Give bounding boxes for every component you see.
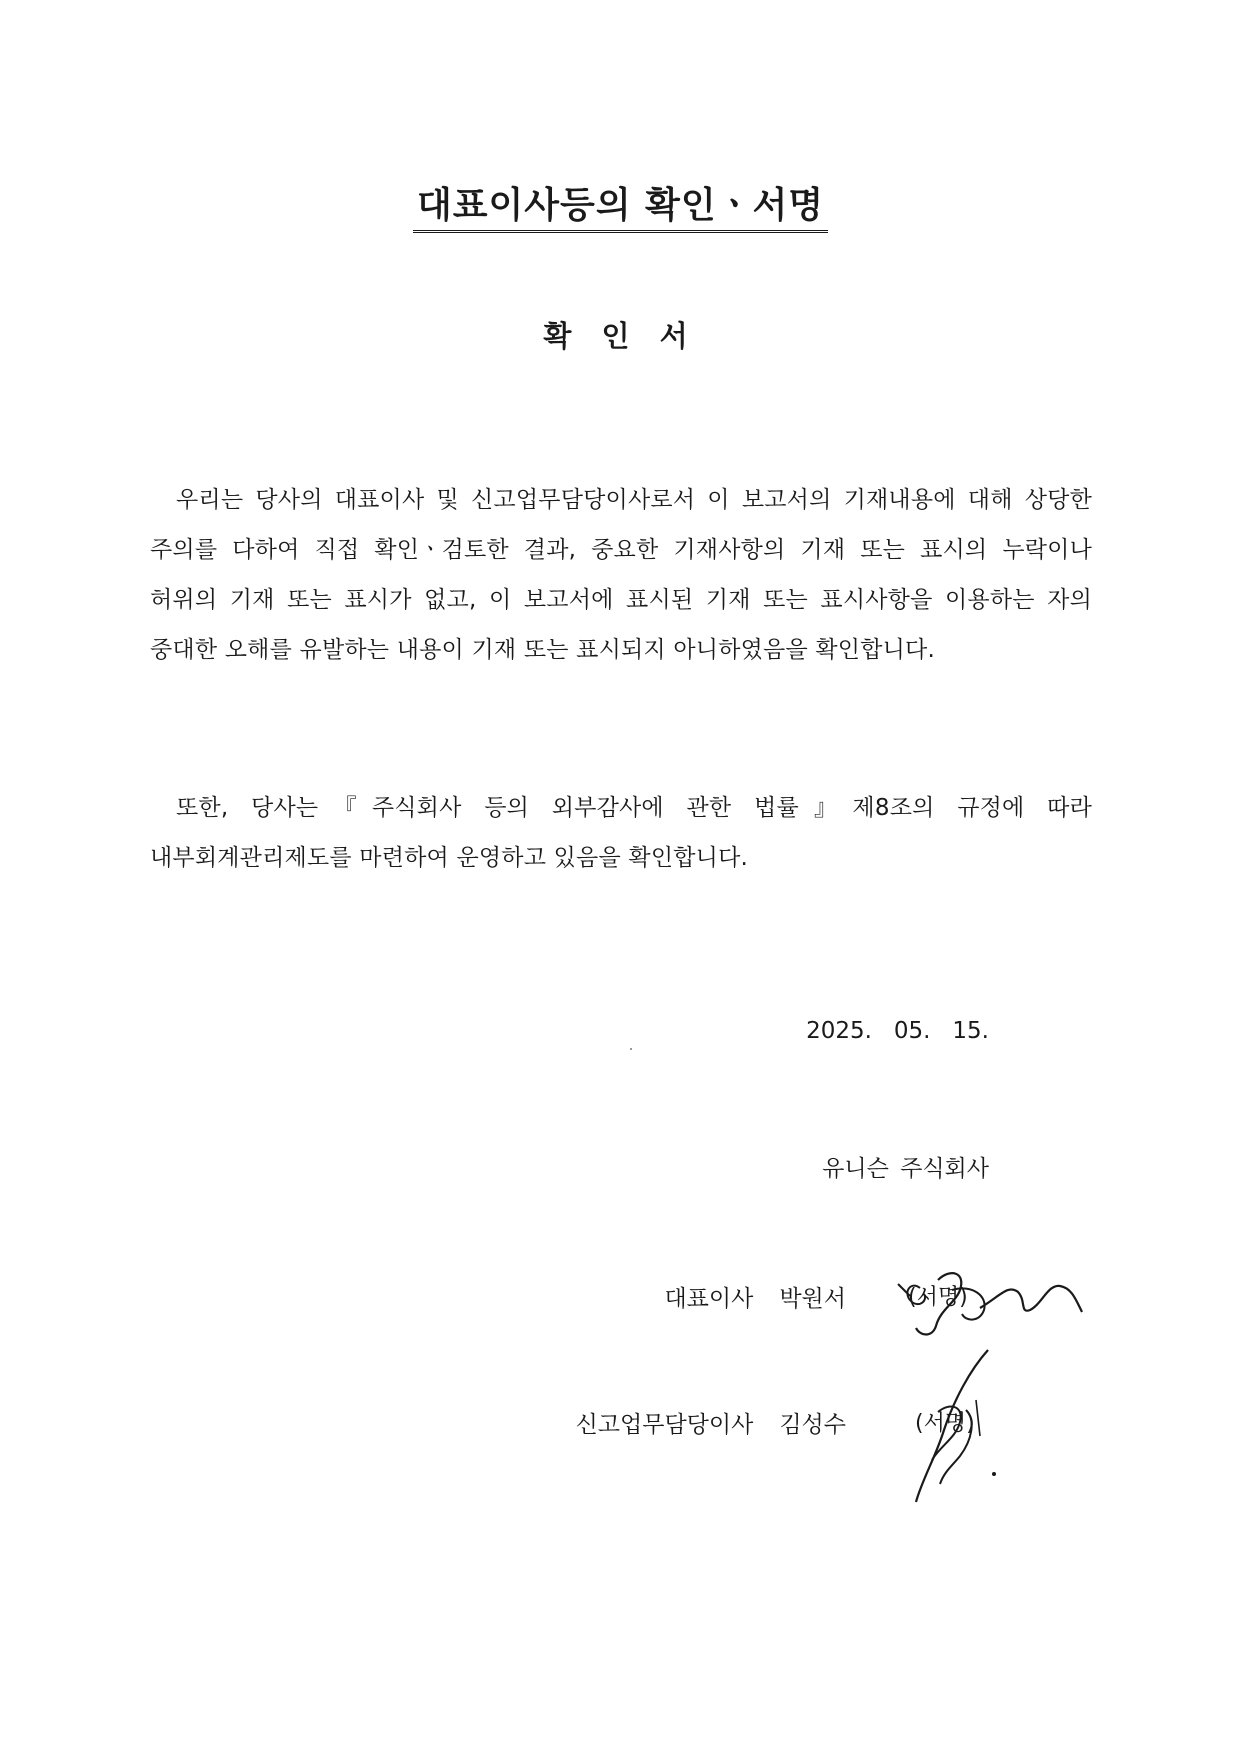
- document-date: 2025. 05. 15.: [806, 1018, 989, 1044]
- ceo-role: 대표이사: [664, 1286, 754, 1312]
- officer-role: 신고업무담당이사: [575, 1412, 754, 1438]
- ceo-signature-line: [664, 1280, 846, 1313]
- scan-speck: [630, 1048, 632, 1050]
- officer-signature-line: [576, 1406, 846, 1439]
- document-subtitle: 확 인 서: [543, 319, 698, 353]
- document-title: [0, 185, 1241, 233]
- company-name: 유니슨 주식회사: [822, 1156, 989, 1182]
- ceo-signature-mark: (서명): [908, 1285, 968, 1310]
- internal-control-paragraph: 또한, 당사는『주식회사 등의 외부감사에 관한 법률』제8조의 규정에 따라 내부회계관리제도를 마련하여 운영하고 있음을 확인합니다.: [150, 795, 1092, 871]
- officer-signature-mark: (서명): [915, 1411, 975, 1436]
- officer-name: 김성수: [779, 1412, 846, 1438]
- ceo-name: 박원서: [779, 1286, 846, 1312]
- confirmation-paragraph: 우리는 당사의 대표이사 및 신고업무담당이사로서 이 보고서의 기재내용에 대해 상당한 주의를 다하여 직접 확인ㆍ검토한 결과, 중요한 기재사항의 기재 또는 표시의 누락이나 허위의 기재 또는 표시가 없고, 이 보고서에 표시된 기재 또는 표시사항을 이용하는 자의 중대한 오해를 유발하는 내용이 기재 또는 표시되지 아니하였음을 확인합니다.: [150, 487, 1092, 663]
- document-title-text: 대표이사등의 확인ㆍ서명: [413, 188, 828, 233]
